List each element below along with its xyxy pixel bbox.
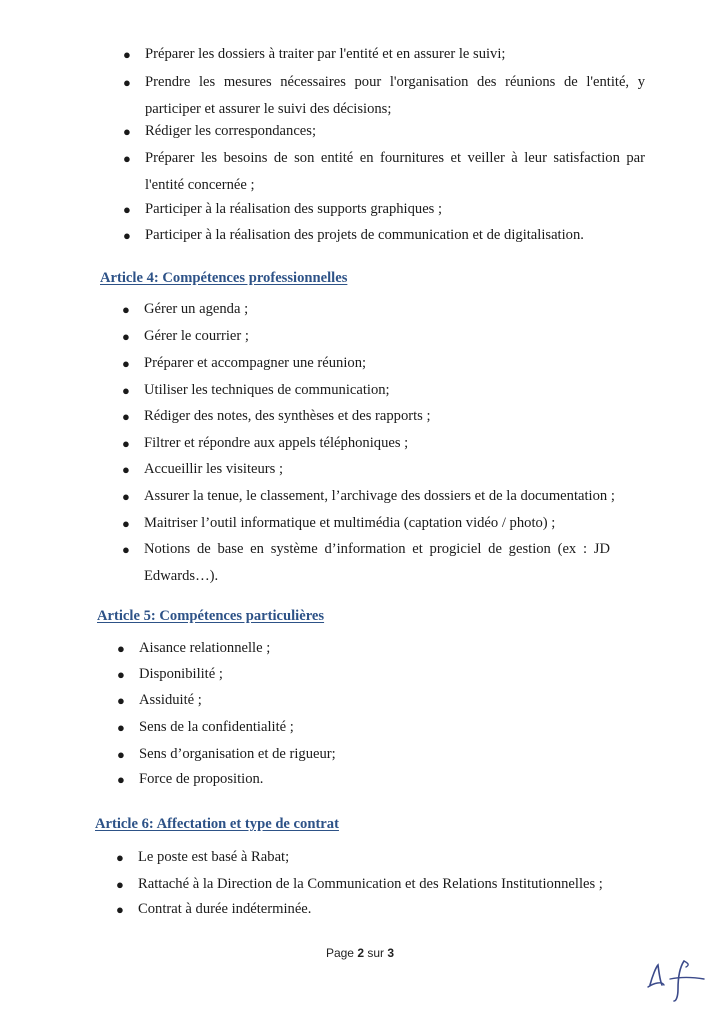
list-item: ● Rattaché à la Direction de la Communication et des Relations Institutionnelles ; [138, 871, 658, 898]
list-item: ● Notions de base en système d’information et progiciel de gestion (ex : JD Edwards…). [144, 536, 610, 590]
list-item: ● Le poste est basé à Rabat; [138, 844, 658, 871]
list-item: ● Gérer un agenda ; [144, 296, 644, 323]
bullet-icon: ● [122, 409, 130, 424]
bullet-icon: ● [116, 877, 124, 892]
list-item: ● Sens de la confidentialité ; [139, 714, 639, 741]
bullet-icon: ● [122, 329, 130, 344]
bullet-icon: ● [116, 902, 124, 917]
bullet-icon: ● [116, 850, 124, 865]
bullet-icon: ● [123, 75, 131, 90]
list-item: ● Assurer la tenue, le classement, l’archivage des dossiers et de la documentation ; [144, 483, 644, 510]
list-item: ● Accueillir les visiteurs ; [144, 456, 644, 483]
article-4-heading: Article 4: Compétences professionnelles [100, 270, 348, 286]
bullet-icon: ● [122, 462, 130, 477]
list-item: ● Participer à la réalisation des projets de communication et de digitalisation. [145, 222, 645, 249]
list-item: ● Rédiger les correspondances; [145, 118, 645, 145]
article-5-heading: Article 5: Compétences particulières [97, 608, 325, 624]
list-item: ● Disponibilité ; [139, 661, 639, 688]
bullet-icon: ● [123, 151, 131, 166]
list-item: ● Contrat à durée indéterminée. [138, 896, 658, 923]
list-item: ● Gérer le courrier ; [144, 323, 644, 350]
list-item: ● Aisance relationnelle ; [139, 635, 639, 662]
list-item: ● Utiliser les techniques de communication; [144, 377, 644, 404]
bullet-icon: ● [122, 302, 130, 317]
article-6-heading: Article 6: Affectation et type de contrat [95, 816, 339, 832]
list-item: ● Préparer les besoins de son entité en fournitures et veiller à leur satisfaction par l'entité concernée ; [145, 145, 645, 199]
list-item: ● Assiduité ; [139, 687, 639, 714]
list-item: ● Force de proposition. [139, 766, 639, 793]
bullet-icon: ● [117, 772, 125, 787]
list-item: ● Sens d’organisation et de rigueur; [139, 741, 639, 768]
bullet-icon: ● [117, 720, 125, 735]
list-item: ● Filtrer et répondre aux appels téléphoniques ; [144, 430, 644, 457]
bullet-icon: ● [122, 516, 130, 531]
bullet-icon: ● [123, 47, 131, 62]
bullet-icon: ● [117, 667, 125, 682]
list-item: ● Préparer les dossiers à traiter par l'entité et en assurer le suivi; [145, 41, 645, 68]
bullet-icon: ● [123, 124, 131, 139]
bullet-icon: ● [117, 641, 125, 656]
bullet-icon: ● [117, 693, 125, 708]
bullet-icon: ● [117, 747, 125, 762]
list-item: ● Participer à la réalisation des supports graphiques ; [145, 196, 645, 223]
list-item: ● Préparer et accompagner une réunion; [144, 350, 644, 377]
bullet-icon: ● [122, 436, 130, 451]
signature-initials [640, 955, 710, 1005]
bullet-icon: ● [123, 228, 131, 243]
list-item: ● Prendre les mesures nécessaires pour l'organisation des réunions de l'entité, y participer et assurer le suivi des décisions; [145, 69, 645, 123]
bullet-icon: ● [122, 542, 130, 557]
page-number: Page 2 sur 3 [325, 946, 395, 960]
bullet-icon: ● [122, 383, 130, 398]
bullet-icon: ● [122, 489, 130, 504]
bullet-icon: ● [123, 202, 131, 217]
bullet-icon: ● [122, 356, 130, 371]
list-item: ● Rédiger des notes, des synthèses et des rapports ; [144, 403, 644, 430]
list-item: ● Maitriser l’outil informatique et multimédia (captation vidéo / photo) ; [144, 510, 644, 537]
